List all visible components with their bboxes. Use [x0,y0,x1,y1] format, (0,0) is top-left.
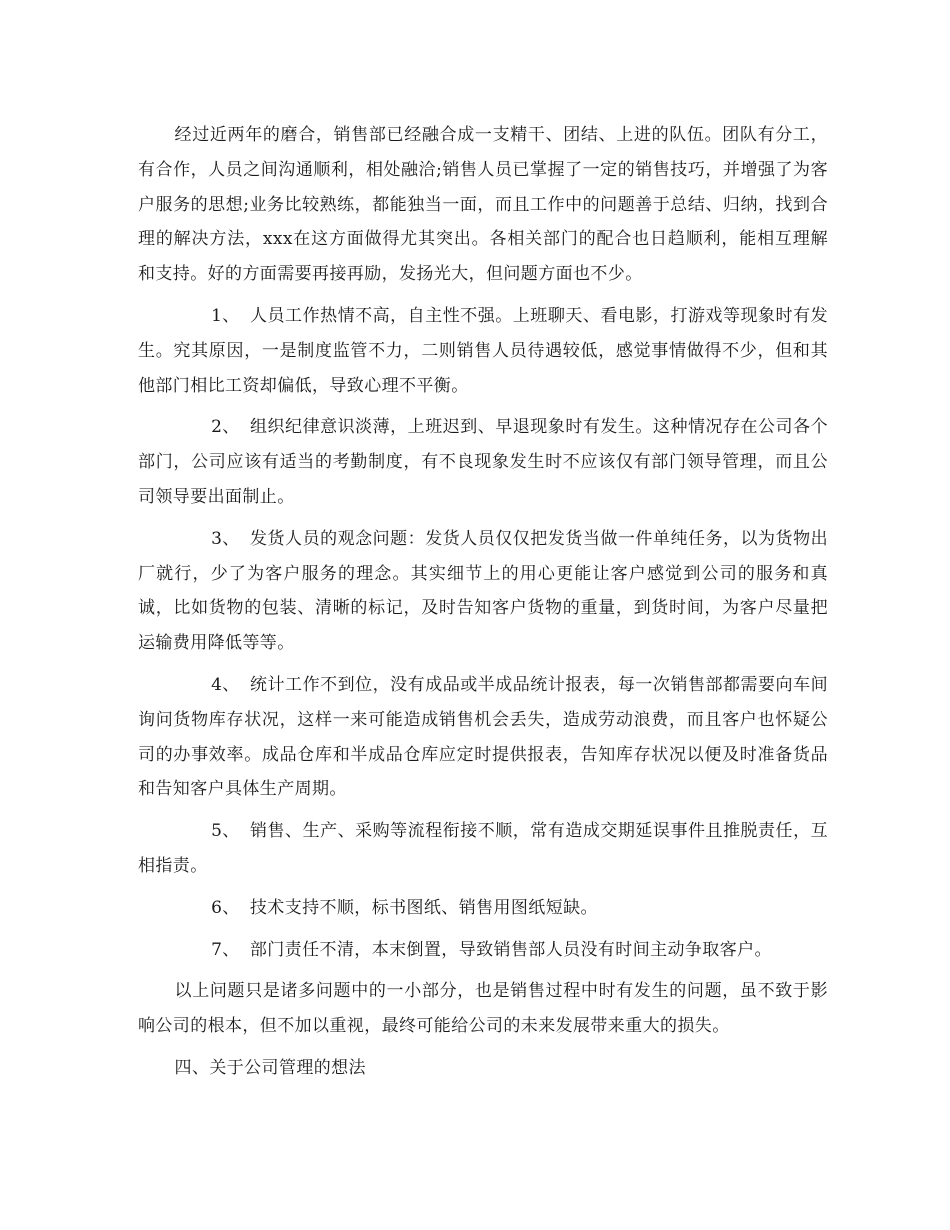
item-number: 2、 [211,417,240,438]
item-text: 发货人员的观念问题：发货人员仅仅把发货当做一件单纯任务，以为货物出厂就行，少了为客户服务的理念。其实细节上的用心更能让客户感觉到公司的服务和真诚，比如货物的包装、清晰的标记，及时告知客户货物的重量，到货时间，为客户尽量把运输费用降低等等。 [138,528,828,654]
item-number: 1、 [211,305,240,326]
list-item [138,410,828,514]
list-item [138,891,828,926]
item-text: 组织纪律意识淡薄，上班迟到、早退现象时有发生。这种情况存在公司各个部门，公司应该有适当的考勤制度，有不良现象发生时不应该仅有部门领导管理，而且公司领导要出面制止。 [138,417,828,507]
list-item [138,933,828,968]
item-number: 3、 [211,528,240,549]
item-number: 7、 [211,939,240,960]
conclusion-paragraph: 以上问题只是诸多问题中的一小部分，也是销售过程中时有发生的问题，虽不致于影响公司的根本，但不加以重视，最终可能给公司的未来发展带来重大的损失。 [138,981,828,1037]
item-number: 4、 [211,674,240,695]
item-number: 5、 [211,821,240,842]
list-item [138,668,828,807]
list-item [138,299,828,403]
item-text: 统计工作不到位，没有成品或半成品统计报表，每一次销售部都需要向车间询问货物库存状况，这样一来可能造成销售机会丢失，造成劳动浪费，而且客户也怀疑公司的办事效率。成品仓库和半成品仓库应定时提供报表，告知库存状况以便及时准备货品和告知客户具体生产周期。 [138,674,828,800]
item-text: 部门责任不清，本末倒置，导致销售部人员没有时间主动争取客户。 [249,939,772,960]
item-number: 6、 [211,897,240,918]
list-item [138,522,828,661]
item-text: 销售、生产、采购等流程衔接不顺，常有造成交期延误事件且推脱责任，互相指责。 [138,821,828,876]
document-body [138,118,828,1093]
intro-paragraph: 经过近两年的磨合，销售部已经融合成一支精干、团结、上进的队伍。团队有分工，有合作，人员之间沟通顺利，相处融洽;销售人员已掌握了一定的销售技巧，并增强了为客户服务的思想;业务比较熟练，都能独当一面，而且工作中的问题善于总结、归纳，找到合理的解决方法，xxx在这方面做得尤其突出。各相关部门的配合也日趋顺利，能相互理解和支持。好的方面需要再接再励，发扬光大，但问题方面也不少。 [138,125,828,285]
item-text: 技术支持不顺，标书图纸、销售用图纸短缺。 [249,897,598,918]
list-item [138,814,828,884]
section-heading: 四、关于公司管理的想法 [174,1057,366,1078]
item-text: 人员工作热情不高，自主性不强。上班聊天、看电影，打游戏等现象时有发生。究其原因，一是制度监管不力，二则销售人员待遇较低，感觉事情做得不少，但和其他部门相比工资却偏低，导致心理不平衡。 [138,305,828,396]
